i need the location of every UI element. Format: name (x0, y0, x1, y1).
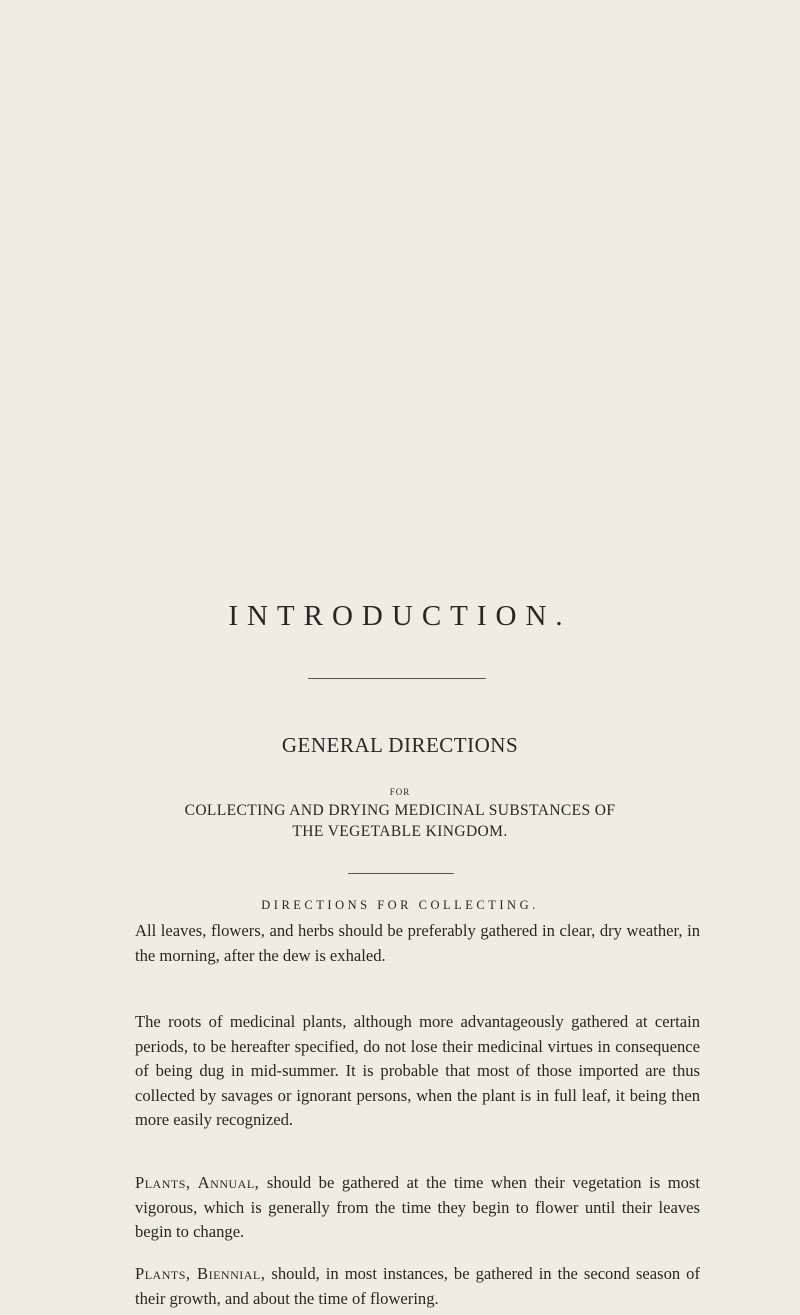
divider-rule (348, 873, 454, 874)
paragraph (135, 919, 700, 968)
subheading-line-1: COLLECTING AND DRYING MEDICINAL SUBSTANCES OF (184, 802, 616, 819)
divider-rule (308, 678, 486, 679)
paragraph (135, 1171, 700, 1245)
paragraph-text: The roots of medicinal plants, although more advantageously gathered at certain periods, to be hereafter specified, do not lose their medicinal virtues in consequence of being dug in mid-summer. It is probable that most of those imported are thus collected by savages or ignorant persons, when the plant is in full leaf, it being then more easily recognized. (135, 1012, 700, 1129)
paragraph-text: should be gathered at the time when their vegetation is most vigorous, which is generally from the time they begin to flower until their leaves begin to change. (135, 1173, 700, 1241)
subheading-line-2: THE VEGETABLE KINGDOM. (292, 823, 508, 840)
paragraph-lead: Plants, Annual, (135, 1173, 260, 1192)
section-heading: GENERAL DIRECTIONS (281, 733, 519, 757)
paragraph-text: All leaves, flowers, and herbs should be preferably gathered in clear, dry weather, in the morning, after the dew is exhaled. (135, 921, 700, 965)
page-title: INTRODUCTION. (228, 600, 572, 632)
paragraph (135, 1010, 700, 1133)
paragraph-lead: Plants, Biennial, (135, 1264, 266, 1283)
heading-connector: FOR (389, 787, 411, 797)
paragraph-text: should, in most instances, be gathered in the second season of their growth, and about the time of flowering. (135, 1264, 700, 1308)
subsection-title: DIRECTIONS FOR COLLECTING. (261, 898, 539, 912)
paragraph (135, 1262, 700, 1311)
